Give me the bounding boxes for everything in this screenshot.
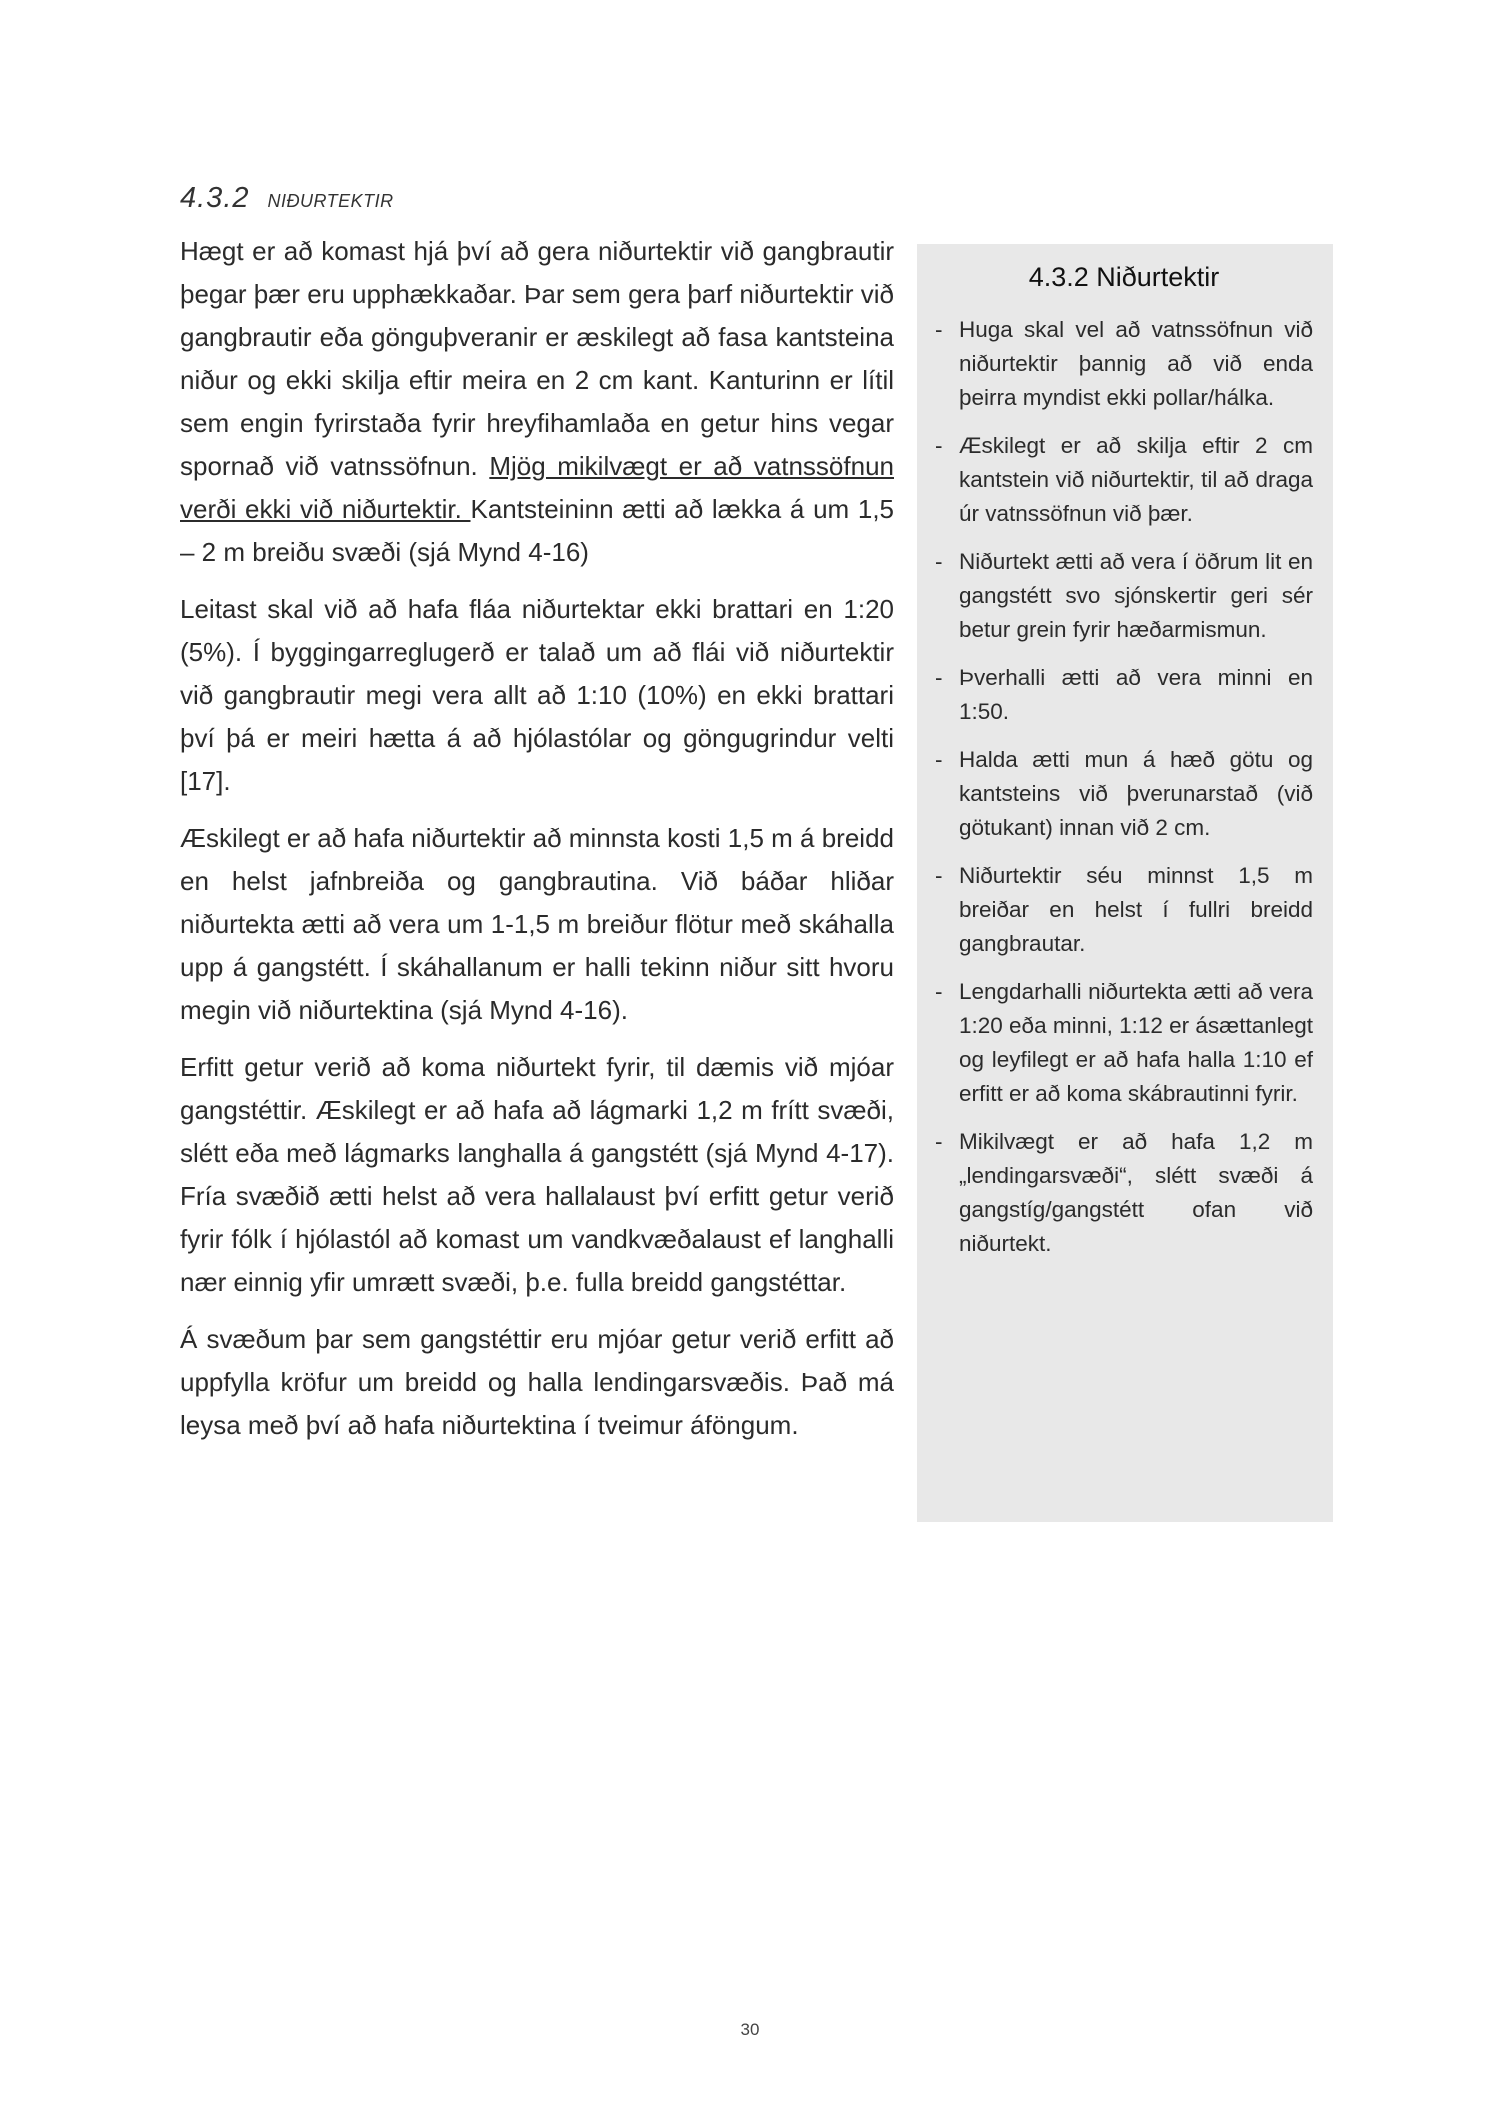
section-heading xyxy=(180,182,900,215)
bullet-dash: - xyxy=(935,863,943,888)
paragraph-1-text-end: Kantsteininn ætti að lækka á um 1,5 – 2 m breiðu svæði (sjá Mynd 4-16) xyxy=(180,494,895,567)
main-text xyxy=(180,230,894,1461)
bullet-dash: - xyxy=(935,317,943,342)
list-item xyxy=(935,661,1313,729)
summary-box xyxy=(917,244,1333,1522)
paragraph-3: Æskilegt er að hafa niðurtektir að minnsta kosti 1,5 m á breidd en helst jafnbreiða og gangbrautina. Við báðar hliðar niðurtekta ætti að vera um 1-1,5 m breiður flötur með skáhalla upp á gangstétt. Í skáhallanum er halli tekinn niður sitt hvoru megin við niðurtektina (sjá Mynd 4-16). xyxy=(180,823,894,1025)
list-item-text: Mikilvægt er að hafa 1,2 m „lendingarsvæði“, slétt svæði á gangstíg/gangstétt ofan við niðurtekt. xyxy=(959,1129,1313,1256)
bullet-dash: - xyxy=(935,665,943,690)
bullet-dash: - xyxy=(935,433,943,458)
list-item xyxy=(935,859,1313,961)
list-item-text: Halda ætti mun á hæð götu og kantsteins við þverunarstað (við götukant) innan við 2 cm. xyxy=(959,747,1313,840)
list-item-text: Huga skal vel að vatnssöfnun við niðurtektir þannig að við enda þeirra myndist ekki pollar/hálka. xyxy=(959,317,1313,410)
paragraph-1 xyxy=(180,230,894,574)
paragraph-4: Erfitt getur verið að koma niðurtekt fyrir, til dæmis við mjóar gangstéttir. Æskilegt er að hafa að lágmarki 1,2 m frítt svæði, slétt eða með lágmarks langhalla á gangstétt (sjá Mynd 4-17). Fría svæðið ætti helst að vera hallalaust því erfitt getur verið fyrir fólk í hjólastól að komast um vandkvæðalaust ef langhalli nær einnig yfir umrætt svæði, þ.e. fulla breidd gangstéttar. xyxy=(180,1052,894,1297)
list-item xyxy=(935,975,1313,1111)
paragraph-1-text: Hægt er að komast hjá því að gera niðurtektir við gangbrautir þegar þær eru upphækkaðar. Þar sem gera þarf niðurtektir við gangbrautir eða gönguþveranir er æskilegt að fasa kantsteina niður og ekki skilja eftir meira en 2 cm kant. Kanturinn er lítil sem engin fyrirstaða fyrir hreyfihamlaða en getur hins vegar spornað við vatnssöfnun. xyxy=(180,236,894,481)
list-item xyxy=(935,313,1313,415)
section-number: 4.3.2 xyxy=(180,182,250,214)
list-item xyxy=(935,1125,1313,1261)
paragraph-5: Á svæðum þar sem gangstéttir eru mjóar getur verið erfitt að uppfylla kröfur um breidd og halla lendingarsvæðis. Það má leysa með því að hafa niðurtektina í tveimur áföngum. xyxy=(180,1324,894,1440)
summary-list xyxy=(935,313,1313,1261)
list-item xyxy=(935,545,1313,647)
section-title: NIÐURTEKTIR xyxy=(267,191,394,211)
list-item xyxy=(935,429,1313,531)
bullet-dash: - xyxy=(935,1129,943,1154)
list-item-text: Æskilegt er að skilja eftir 2 cm kantstein við niðurtektir, til að draga úr vatnssöfnun við þær. xyxy=(959,433,1313,526)
list-item-text: Þverhalli ætti að vera minni en 1:50. xyxy=(959,665,1313,724)
list-item-text: Niðurtektir séu minnst 1,5 m breiðar en helst í fullri breidd gangbrautar. xyxy=(959,863,1313,956)
paragraph-2: Leitast skal við að hafa fláa niðurtektar ekki brattari en 1:20 (5%). Í byggingarreglugerð er talað um að flái við niðurtektir við gangbrautir megi vera allt að 1:10 (10%) en ekki brattari því þá er meiri hætta á að hjólastólar og göngugrindur velti [17]. xyxy=(180,594,894,796)
list-item-text: Lengdarhalli niðurtekta ætti að vera 1:20 eða minni, 1:12 er ásættanlegt og leyfilegt er að hafa halla 1:10 ef erfitt er að koma skábrautinni fyrir. xyxy=(959,979,1313,1106)
summary-title: 4.3.2 Niðurtektir xyxy=(1028,262,1220,292)
bullet-dash: - xyxy=(935,549,943,574)
bullet-dash: - xyxy=(935,979,943,1004)
list-item xyxy=(935,743,1313,845)
list-item-text: Niðurtekt ætti að vera í öðrum lit en gangstétt svo sjónskertir geri sér betur grein fyrir hæðarmismun. xyxy=(959,549,1313,642)
paragraph-1-underlined: Mjög mikilvægt er að vatnssöfnun verði ekki við niðurtektir. xyxy=(180,451,894,524)
bullet-dash: - xyxy=(935,747,943,772)
page-number: 30 xyxy=(740,2020,760,2039)
